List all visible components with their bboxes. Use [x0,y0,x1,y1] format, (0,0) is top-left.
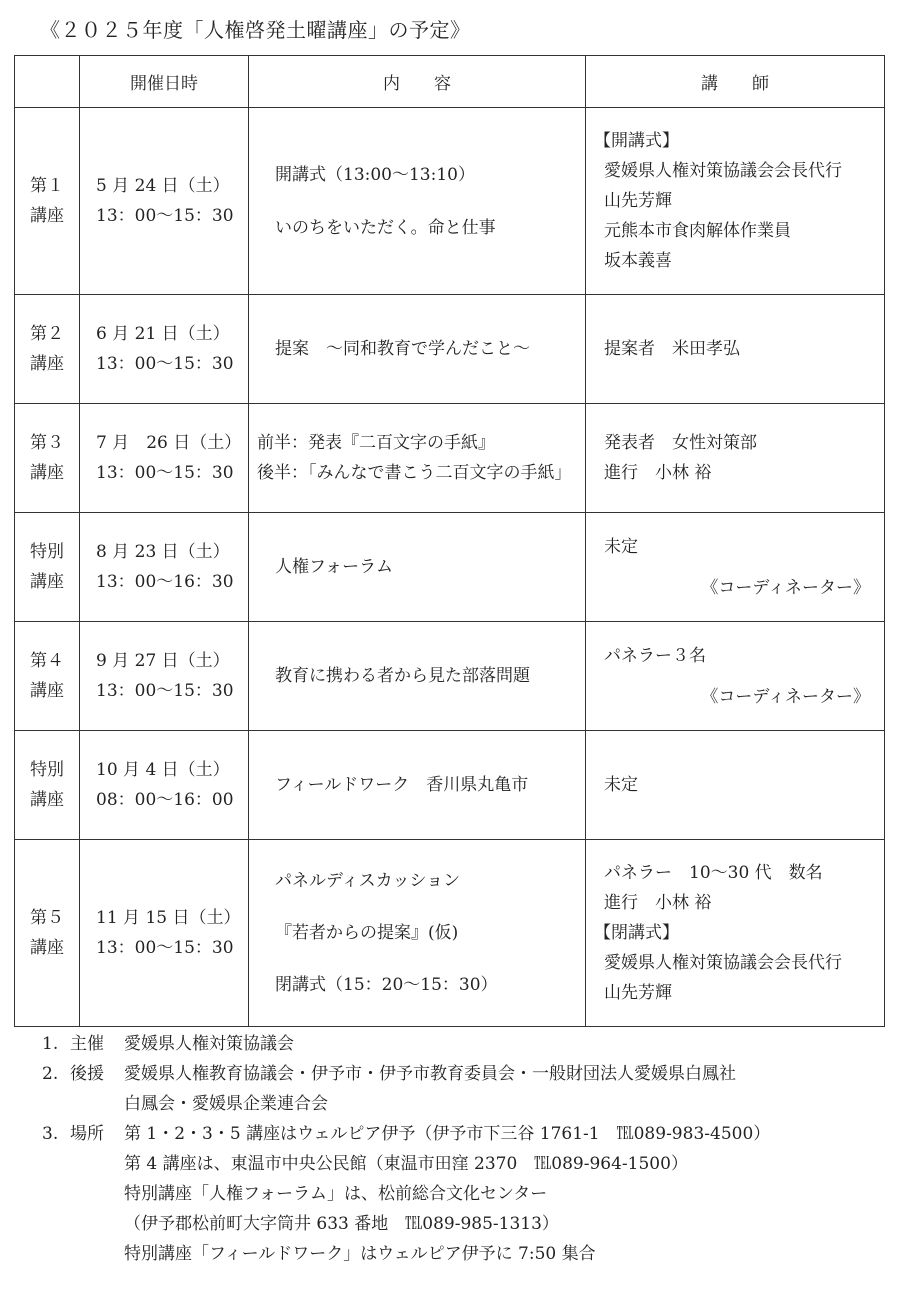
date-cell: 10 月 4 日（土） 08：00〜16：00 [80,731,249,840]
lecture-cell: 第４ 講座 [15,622,80,731]
lecture-cell: 第２ 講座 [15,295,80,404]
header-lecture [15,56,80,108]
instructor-cell: 発表者 女性対策部 進行 小林 裕 [586,404,885,513]
lecture-cell: 第３ 講座 [15,404,80,513]
header-instructor: 講 師 [586,56,885,108]
table-row [15,404,885,513]
table-row [15,108,885,295]
table-row [15,513,885,622]
header-row [15,56,885,108]
instructor-cell: 提案者 米田孝弘 [586,295,885,404]
content-cell: 前半：発表『二百文字の手紙』 後半：「みんなで書こう二百文字の手紙」 [249,404,586,513]
note-organizer: 1. 主催 愛媛県人権対策協議会 [42,1034,294,1054]
date-cell: 9 月 27 日（土） 13：00〜15：30 [80,622,249,731]
date-cell: 6 月 21 日（土） 13：00〜15：30 [80,295,249,404]
content-cell: パネルディスカッション 『若者からの提案』(仮) 閉講式（15：20〜15：30） [249,840,586,1027]
content-cell: フィールドワーク 香川県丸亀市 [249,731,586,840]
notes-section: 1. 主催 愛媛県人権対策協議会 2. 後援 愛媛県人権教育協議会・伊予市・伊予市教育委員会・一般財団法人愛媛県白鳳社 白鳳会・愛媛県企業連合会 3. 場所 第 1・2・3・5 講座はウェルピア伊予（伊予市下三谷 1761-1 ℡089-983-4500） 第 4 講座は、東温市中央公民館（東温市田窪 2370 ℡089-964-1500） 特別講座「人権フォーラム」は、松前総合文化センター （伊予郡松前町大字筒井 633 番地 ℡089-985-1313） 特別講座「フィールドワーク」はウェルピア伊予に 7:50 集合 [42,1029,770,1269]
note-venue: 3. 場所 第 1・2・3・5 講座はウェルピア伊予（伊予市下三谷 1761-1 ℡089-983-4500） [42,1124,771,1144]
instructor-cell: 未定 [586,731,885,840]
table-row [15,731,885,840]
date-cell: 5 月 24 日（土） 13：00〜15：30 [80,108,249,295]
lecture-cell: 第５ 講座 [15,840,80,1027]
content-cell: 開講式（13:00〜13:10） いのちをいただく。命と仕事 [249,108,586,295]
instructor-cell: 未定 《コーディネーター》 [586,513,885,622]
lecture-cell: 特別 講座 [15,513,80,622]
page-title: 《２０２５年度「人権啓発土曜講座」の予定》 [40,18,471,42]
header-content: 内 容 [249,56,586,108]
instructor-cell: パネラー 10〜30 代 数名 進行 小林 裕 【閉講式】 愛媛県人権対策協議会会長代行 山先芳輝 [586,840,885,1027]
instructor-cell: パネラー３名 《コーディネーター》 [586,622,885,731]
content-cell: 教育に携わる者から見た部落問題 [249,622,586,731]
table-row [15,295,885,404]
date-cell: 11 月 15 日（土） 13：00〜15：30 [80,840,249,1027]
lecture-cell: 特別 講座 [15,731,80,840]
note-sponsors: 2. 後援 愛媛県人権教育協議会・伊予市・伊予市教育委員会・一般財団法人愛媛県白鳳社 [42,1064,736,1084]
content-cell: 人権フォーラム [249,513,586,622]
table-row [15,840,885,1027]
schedule-table [14,55,885,1027]
header-datetime: 開催日時 [80,56,249,108]
date-cell: 7 月 26 日（土） 13：00〜15：30 [80,404,249,513]
instructor-cell: 【開講式】 愛媛県人権対策協議会会長代行 山先芳輝 元熊本市食肉解体作業員 坂本義喜 [586,108,885,295]
content-cell: 提案 〜同和教育で学んだこと〜 [249,295,586,404]
lecture-cell: 第１ 講座 [15,108,80,295]
table-row [15,622,885,731]
date-cell: 8 月 23 日（土） 13：00〜16：30 [80,513,249,622]
